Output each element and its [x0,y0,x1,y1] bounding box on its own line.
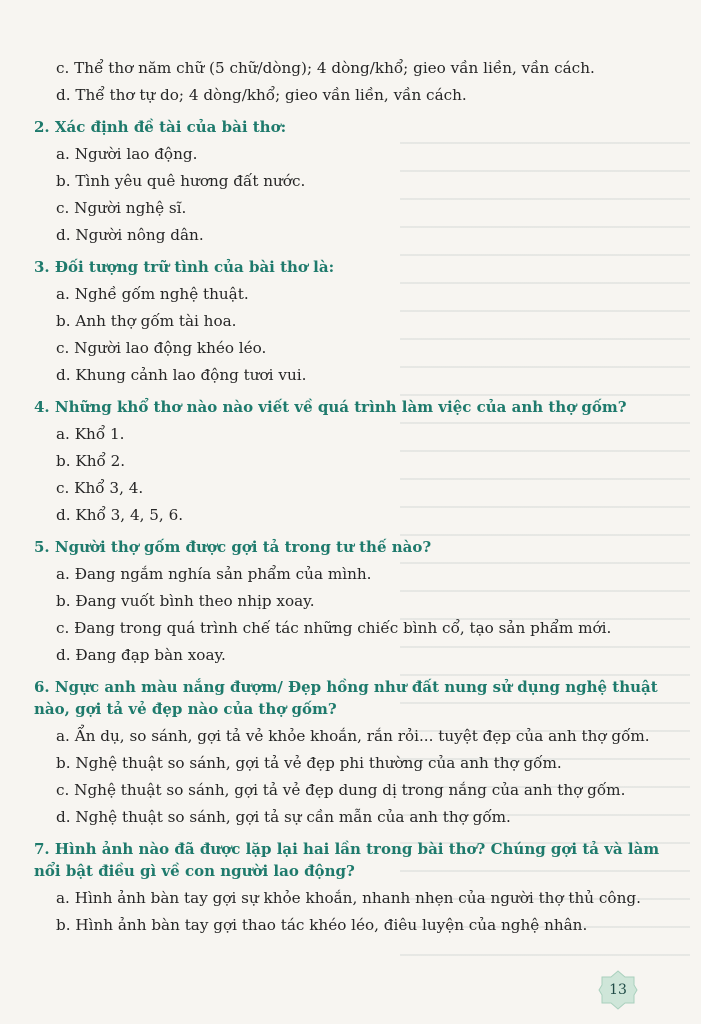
option-a: a. Người lao động. [56,145,198,163]
question-5 [34,536,674,669]
question-title [34,838,674,882]
question-title-line: nổi bật điều gì về con người lao động? [34,862,355,880]
question-4 [34,396,674,529]
page-content [34,55,674,939]
option-a: a. Nghề gốm nghệ thuật. [56,285,249,303]
option-1d: d. Thể thơ tự do; 4 dòng/khổ; gieo vần liền, vần cách. [56,86,467,104]
option-c: c. Khổ 3, 4. [56,479,144,497]
question-title: 5. Người thợ gốm được gợi tả trong tư thế nào? [34,538,432,556]
option-a: a. Ẩn dụ, so sánh, gợi tả vẻ khỏe khoắn, rắn rỏi... tuyệt đẹp của anh thợ gốm. [56,727,650,745]
question-title-line: 7. Hình ảnh nào đã được lặp lại hai lần trong bài thơ? Chúng gợi tả và làm [34,840,660,858]
option-d: d. Người nông dân. [56,226,204,244]
question-title-line: 6. Ngực anh màu nắng đượm/ Đẹp hồng như đất nung sử dụng nghệ thuật [34,678,658,696]
option-b: b. Đang vuốt bình theo nhịp xoay. [56,592,315,610]
option-b: b. Nghệ thuật so sánh, gợi tả vẻ đẹp phi thường của anh thợ gốm. [56,754,562,772]
option-b: b. Anh thợ gốm tài hoa. [56,312,237,330]
option-c: c. Đang trong quá trình chế tác những chiếc bình cổ, tạo sản phẩm mới. [56,619,612,637]
question-7 [34,838,674,939]
question-2 [34,116,674,249]
option-b: b. Tình yêu quê hương đất nước. [56,172,306,190]
question-3 [34,256,674,389]
question-title-line: nào, gợi tả vẻ đẹp nào của thợ gốm? [34,700,337,718]
question-title: 4. Những khổ thơ nào nào viết về quá trình làm việc của anh thợ gốm? [34,398,627,416]
page-number: 13 [609,982,627,998]
option-d: d. Nghệ thuật so sánh, gợi tả sự cần mẫn của anh thợ gốm. [56,808,511,826]
option-b: b. Khổ 2. [56,452,126,470]
option-d: d. Khổ 3, 4, 5, 6. [56,506,184,524]
option-b: b. Hình ảnh bàn tay gợi thao tác khéo léo, điêu luyện của nghệ nhân. [56,916,588,934]
page-number-badge [598,970,638,1010]
option-1c: c. Thể thơ năm chữ (5 chữ/dòng); 4 dòng/khổ; gieo vần liền, vần cách. [56,59,595,77]
option-c: c. Người lao động khéo léo. [56,339,267,357]
question-title: 2. Xác định đề tài của bài thơ: [34,118,287,136]
option-c: c. Người nghệ sĩ. [56,199,187,217]
option-c: c. Nghệ thuật so sánh, gợi tả vẻ đẹp dung dị trong nắng của anh thợ gốm. [56,781,626,799]
question-title: 3. Đối tượng trữ tình của bài thơ là: [34,258,335,276]
option-d: d. Khung cảnh lao động tươi vui. [56,366,307,384]
option-a: a. Đang ngắm nghía sản phẩm của mình. [56,565,372,583]
option-d: d. Đang đạp bàn xoay. [56,646,226,664]
question-title [34,676,674,720]
option-a: a. Khổ 1. [56,425,125,443]
question-6 [34,676,674,831]
option-a: a. Hình ảnh bàn tay gợi sự khỏe khoắn, nhanh nhẹn của người thợ thủ công. [56,889,641,907]
